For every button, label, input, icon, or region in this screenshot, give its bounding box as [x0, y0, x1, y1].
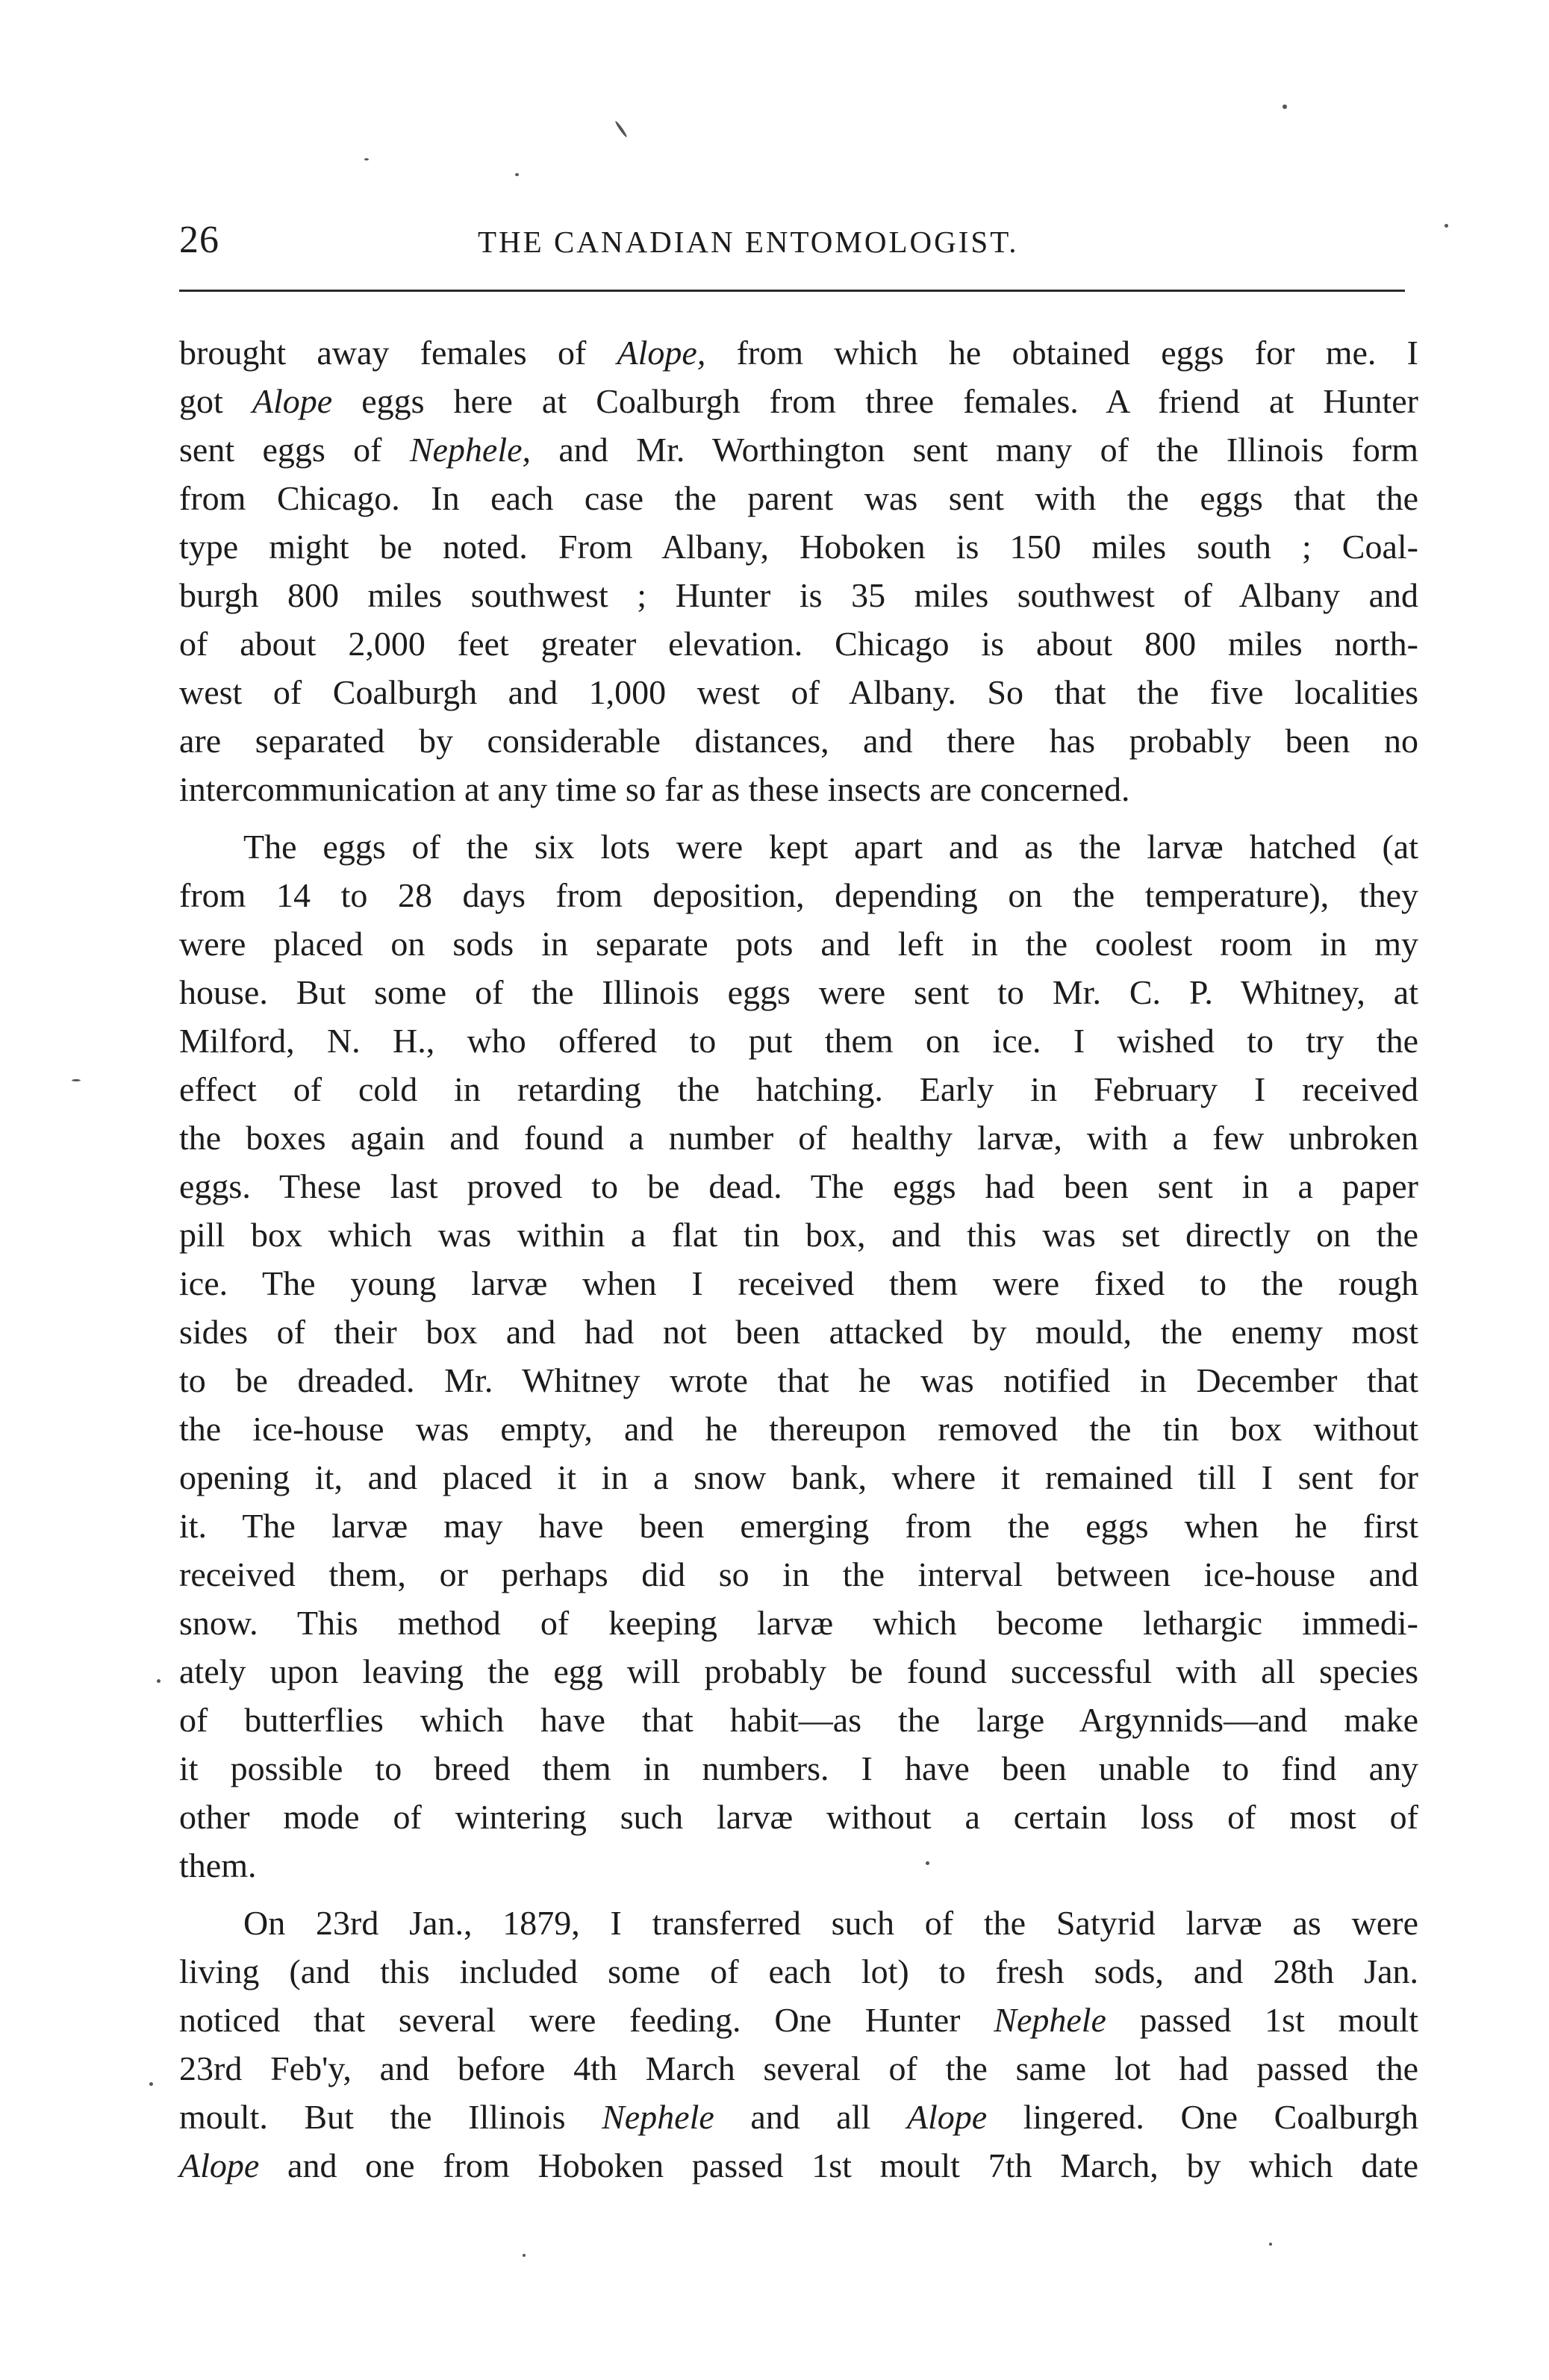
text-line: ice. The young larvæ when I received them were fixed to the rough	[179, 1264, 1418, 1302]
text-line: Milford, N. H., who offered to put them on ice. I wished to try the	[179, 1022, 1418, 1060]
text-line: brought away females of Alope, from which he obtained eggs for me. I	[179, 334, 1418, 372]
scan-speck	[1282, 104, 1287, 109]
species-name: Nephele	[994, 2001, 1106, 2039]
text-line: got Alope eggs here at Coalburgh from three females. A friend at Hunter	[179, 382, 1418, 420]
header-rule	[179, 290, 1405, 292]
paragraph-gap	[179, 813, 1418, 822]
scan-speck	[614, 120, 628, 138]
text-line: from Chicago. In each case the parent was sent with the eggs that the	[179, 479, 1418, 517]
paragraph	[179, 328, 1418, 813]
text-line: eggs. These last proved to be dead. The eggs had been sent in a paper	[179, 1167, 1418, 1205]
text-line: to be dreaded. Mr. Whitney wrote that he was notified in December that	[179, 1361, 1418, 1399]
text-line: On 23rd Jan., 1879, I transferred such of the Satyrid larvæ as were	[243, 1904, 1418, 1942]
text-line: of about 2,000 feet greater elevation. Chicago is about 800 miles north-	[179, 625, 1418, 663]
paragraph	[179, 1899, 1418, 2190]
paragraph-gap	[179, 1890, 1418, 1899]
text-line: snow. This method of keeping larvæ which become lethargic immedi-	[179, 1604, 1418, 1642]
species-name: Alope	[906, 2098, 988, 2136]
text-line: burgh 800 miles southwest ; Hunter is 35 miles southwest of Albany and	[179, 576, 1418, 614]
text-line: them.	[179, 1846, 257, 1884]
page-number: 26	[179, 219, 219, 261]
scan-speck	[72, 1079, 81, 1081]
text-line: moult. But the Illinois Nephele and all Alope lingered. One Coalburgh	[179, 2098, 1419, 2136]
text-line: it possible to breed them in numbers. I have been unable to find any	[179, 1749, 1418, 1787]
text-line: other mode of wintering such larvæ without a certain loss of most of	[179, 1798, 1418, 1836]
species-name: Alope,	[617, 334, 706, 372]
text-line: of butterflies which have that habit—as the large Argynnids—and make	[179, 1701, 1418, 1739]
article-body	[179, 328, 1418, 2190]
text-line: sides of their box and had not been attacked by mould, the enemy most	[179, 1313, 1418, 1351]
scan-speck	[364, 158, 369, 160]
text-line: Alope and one from Hoboken passed 1st moult 7th March, by which date	[179, 2146, 1418, 2184]
text-line: received them, or perhaps did so in the interval between ice-house and	[179, 1555, 1418, 1593]
text-line: intercommunication at any time so far as these insects are concerned.	[179, 770, 1130, 808]
text-line: the ice-house was empty, and he thereupon removed the tin box without	[179, 1410, 1418, 1448]
text-line: it. The larvæ may have been emerging from the eggs when he first	[179, 1507, 1418, 1545]
text-line: living (and this included some of each lot) to fresh sods, and 28th Jan.	[179, 1952, 1418, 1990]
text-line: effect of cold in retarding the hatching. Early in February I received	[179, 1070, 1418, 1108]
text-line: sent eggs of Nephele, and Mr. Worthington sent many of the Illinois form	[179, 431, 1418, 469]
text-line: from 14 to 28 days from deposition, depending on the temperature), they	[179, 876, 1418, 914]
running-head	[179, 218, 1403, 270]
scan-speck	[523, 2254, 526, 2257]
scan-speck	[515, 173, 519, 176]
text-line: are separated by considerable distances, and there has probably been no	[179, 722, 1418, 760]
text-line: The eggs of the six lots were kept apart and as the larvæ hatched (at	[243, 828, 1418, 866]
scan-speck	[1269, 2243, 1272, 2246]
text-line: opening it, and placed it in a snow bank, where it remained till I sent for	[179, 1458, 1418, 1496]
text-line: west of Coalburgh and 1,000 west of Albany. So that the five localities	[179, 673, 1418, 711]
text-line: were placed on sods in separate pots and left in the coolest room in my	[179, 925, 1418, 963]
scan-speck	[1444, 224, 1448, 228]
text-line: 23rd Feb'y, and before 4th March several of the same lot had passed the	[179, 2049, 1418, 2087]
text-line: noticed that several were feeding. One Hunter Nephele passed 1st moult	[179, 2001, 1418, 2039]
species-name: Alope	[179, 2146, 260, 2184]
species-name: Nephele,	[409, 431, 532, 469]
scan-speck	[157, 1679, 160, 1683]
text-line: the boxes again and found a number of healthy larvæ, with a few unbroken	[179, 1119, 1418, 1157]
running-title: THE CANADIAN ENTOMOLOGIST.	[478, 225, 1019, 259]
scan-speck	[926, 1861, 929, 1865]
species-name: Alope	[252, 382, 333, 420]
paragraph	[179, 822, 1418, 1890]
species-name: Nephele	[602, 2098, 714, 2136]
text-line: type might be noted. From Albany, Hoboken is 150 miles south ; Coal-	[179, 528, 1418, 566]
scan-speck	[149, 2082, 153, 2086]
text-line: ately upon leaving the egg will probably be found successful with all species	[179, 1652, 1418, 1690]
text-line: pill box which was within a flat tin box, and this was set directly on the	[179, 1216, 1418, 1254]
text-line: house. But some of the Illinois eggs were sent to Mr. C. P. Whitney, at	[179, 973, 1418, 1011]
